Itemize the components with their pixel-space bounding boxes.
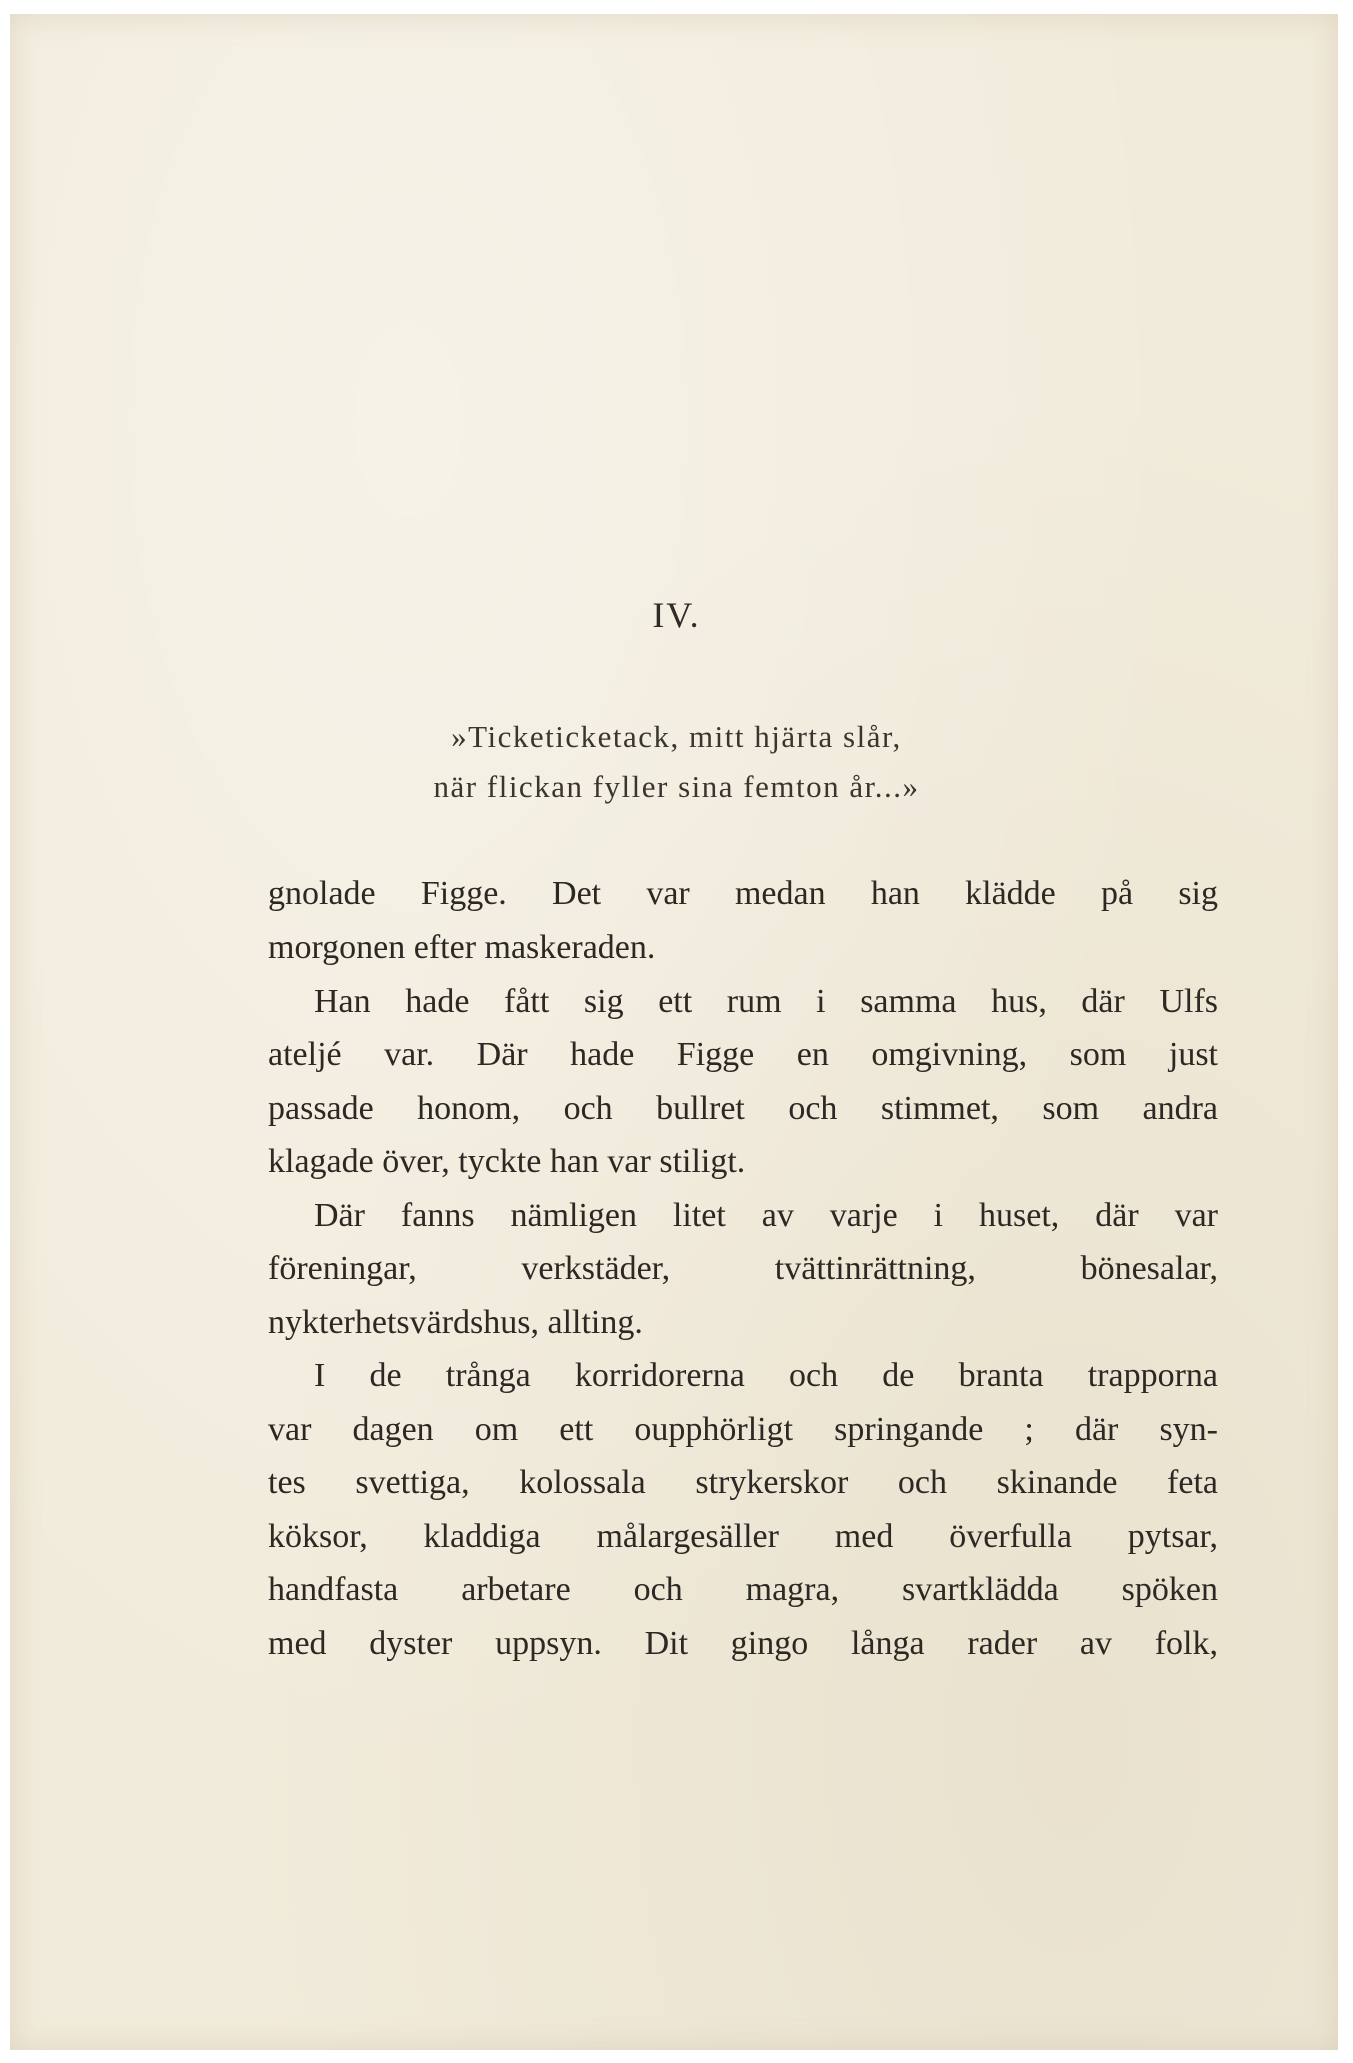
verse-line-2: när flickan fyller sina femton år...» (433, 769, 920, 804)
verse-line-1: »Ticketicketack, mitt hjärta slår, (451, 719, 902, 754)
text-line: Han hade fått sig ett rum i samma hus, där Ulfs (314, 983, 1218, 1020)
text-line: handfasta arbetare och magra, svartklädda spöken (268, 1571, 1218, 1608)
text-line: gnolade Figge. Det var medan han klädde på sig (268, 875, 1218, 912)
text-line: passade honom, och bullret och stimmet, som andra (268, 1090, 1218, 1127)
text-line: atelјé var. Där hade Figge en omgivning, som just (268, 1036, 1218, 1073)
text-line: var dagen om ett oupphörligt springande ; där syn- (268, 1411, 1218, 1448)
text-line: nykterhetsvärdshus, allting. (268, 1304, 643, 1341)
text-line: tes svettiga, kolossala strykerskor och skinande feta (268, 1464, 1218, 1501)
text-line: Där fanns nämligen litet av varje i huset, där var (314, 1197, 1218, 1234)
text-line: morgonen efter maskeraden. (268, 929, 656, 966)
text-line: klagade över, tyckte han var stiligt. (268, 1143, 746, 1180)
text-line: med dyster uppsyn. Dit gingo långa rader av folk, (268, 1625, 1218, 1662)
text-line: köksor, kladdiga målargesäller med överfulla pytsar, (268, 1518, 1218, 1555)
text-line: föreningar, verkstäder, tvättinrättning, bönesalar, (268, 1250, 1218, 1287)
text-line: I de trånga korridorerna och de branta trapporna (314, 1357, 1218, 1394)
chapter-heading: IV. (652, 595, 701, 635)
